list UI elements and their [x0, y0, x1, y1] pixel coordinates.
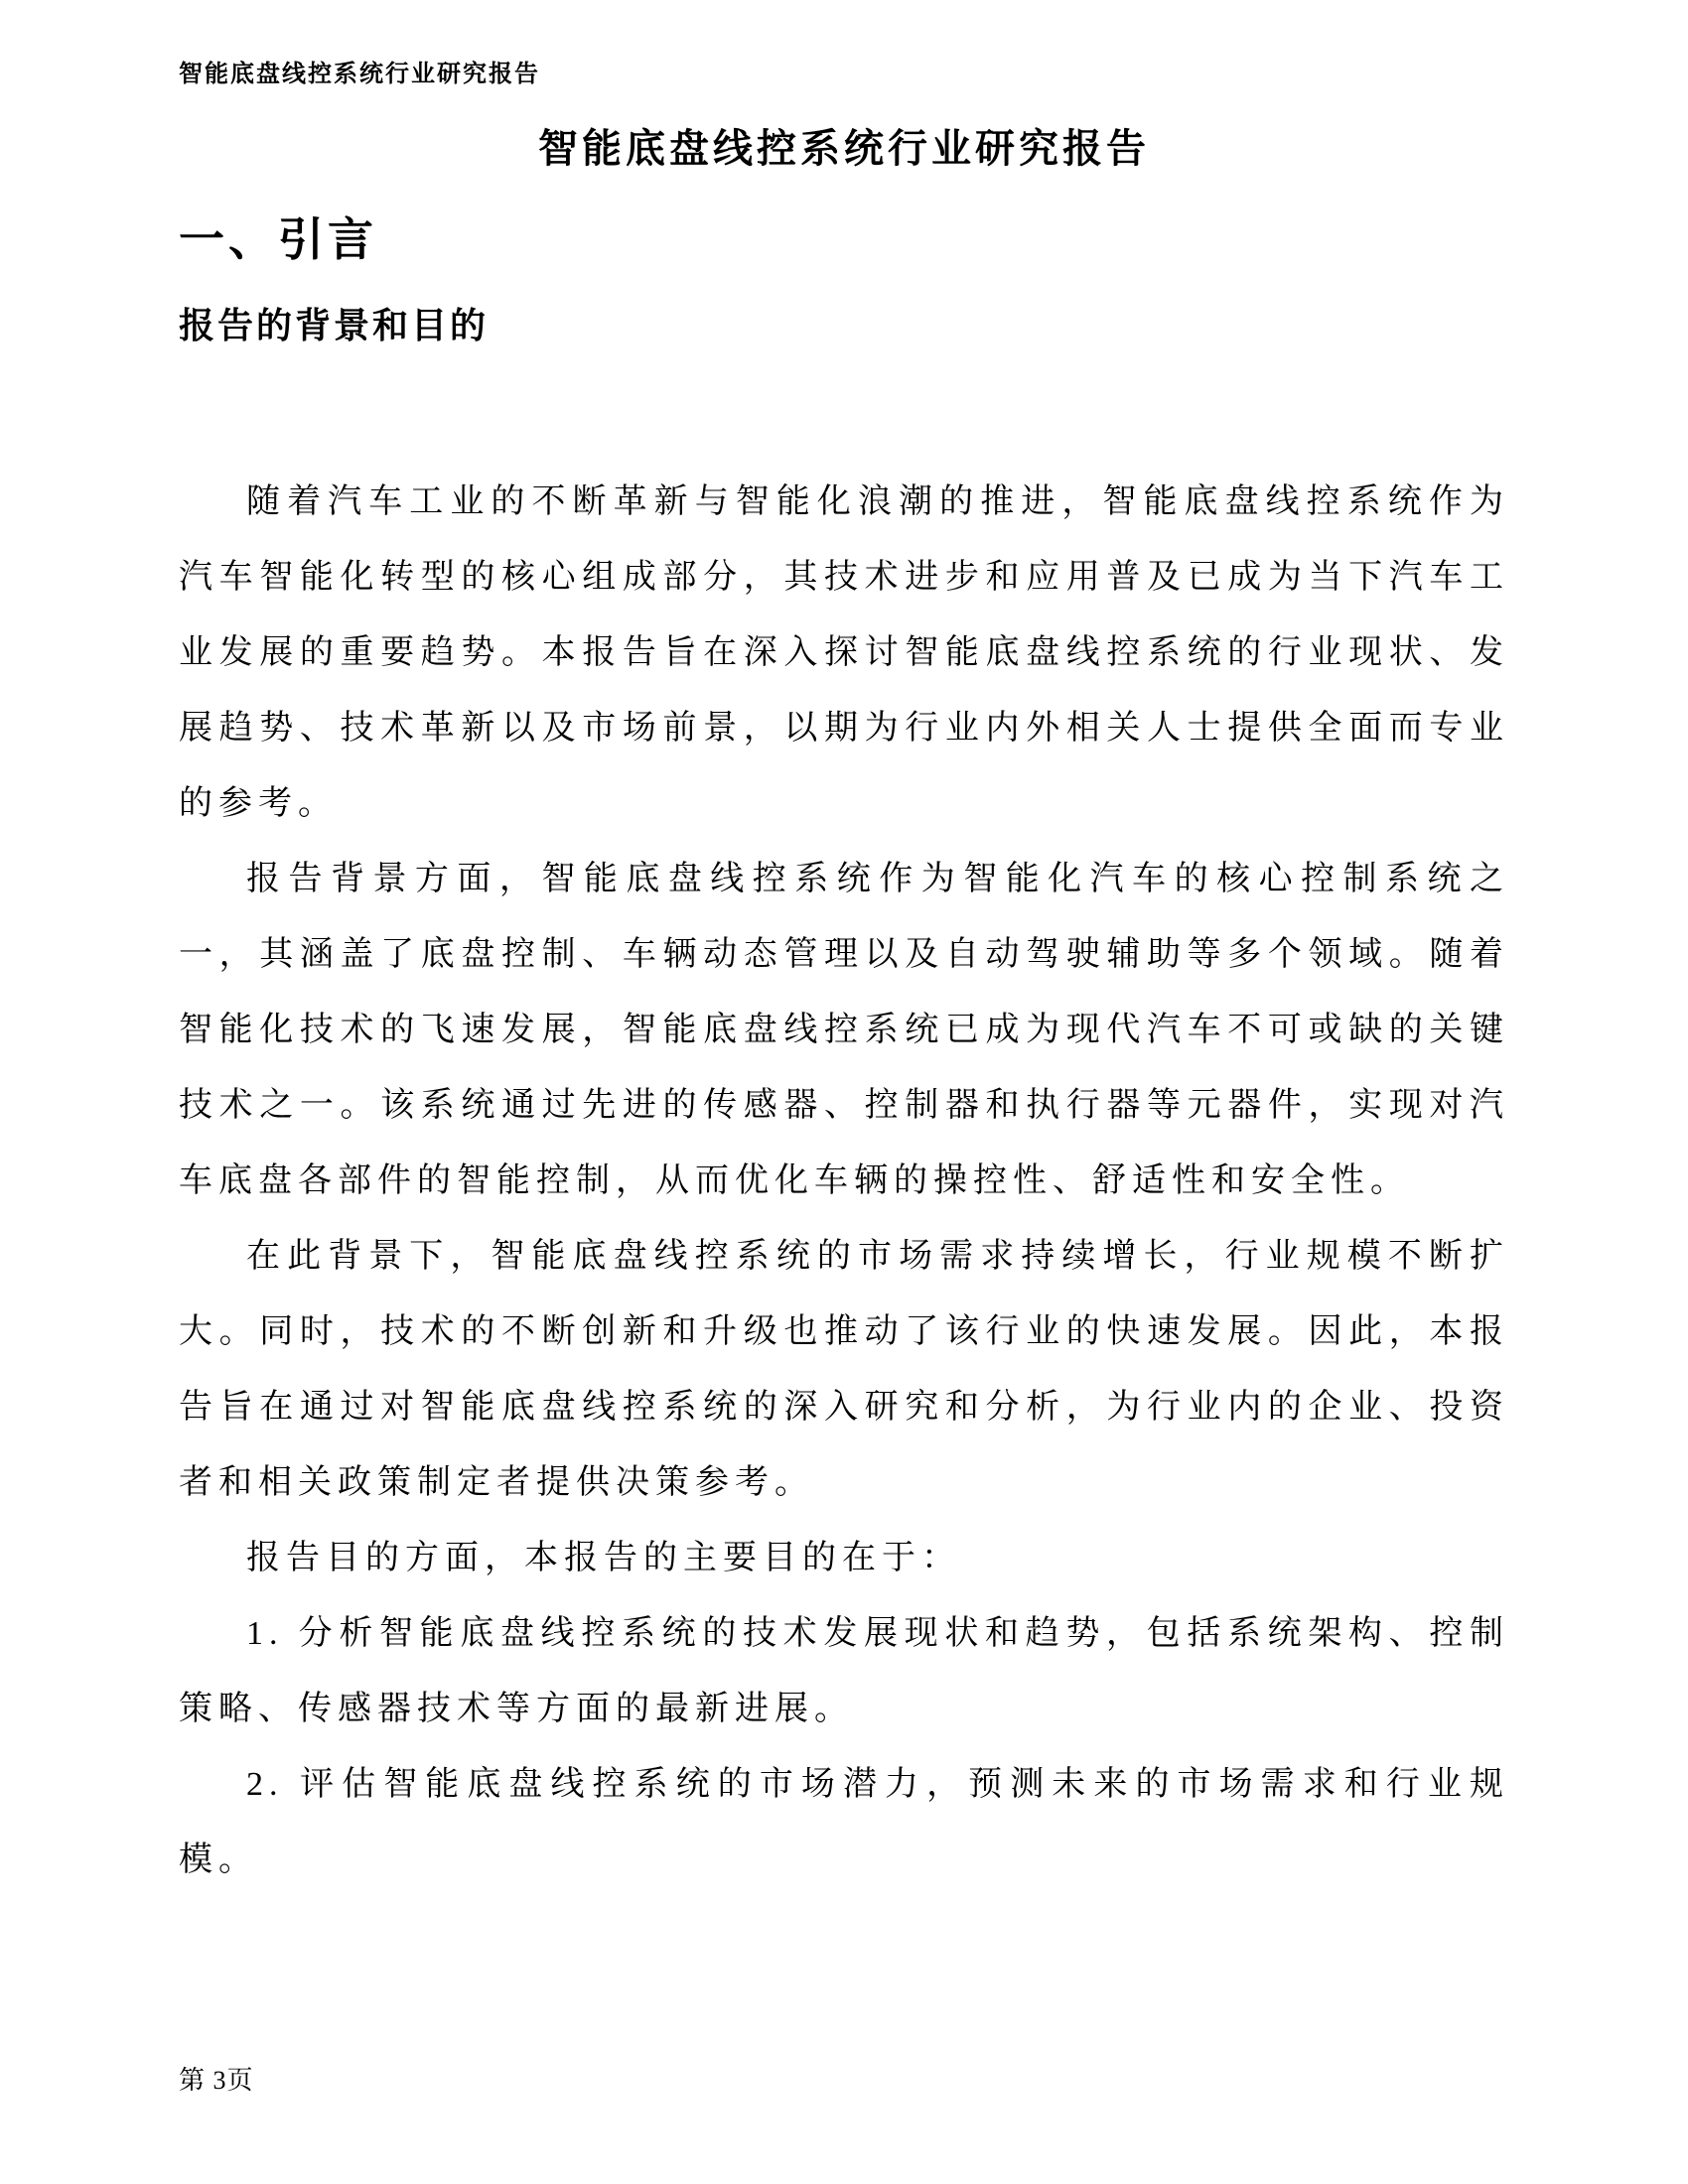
body-text-block	[179, 465, 1509, 1898]
page-footer	[179, 2060, 254, 2097]
list-item-2: 2. 评估智能底盘线控系统的市场潜力，预测未来的市场需求和行业规模。	[179, 1766, 1509, 1878]
paragraph-background-3: 在此背景下，智能底盘线控系统的市场需求持续增长，行业规模不断扩大。同时，技术的不断创新和升级也推动了该行业的快速发展。因此，本报告旨在通过对智能底盘线控系统的深入研究和分析，为行业内的企业、投资者和相关政策制定者提供决策参考。	[179, 1238, 1509, 1501]
paragraph-background-2: 报告背景方面，智能底盘线控系统作为智能化汽车的核心控制系统之一，其涵盖了底盘控制、车辆动态管理以及自动驾驶辅助等多个领域。随着智能化技术的飞速发展，智能底盘线控系统已成为现代汽车不可或缺的关键技术之一。该系统通过先进的传感器、控制器和执行器等元器件，实现对汽车底盘各部件的智能控制，从而优化车辆的操控性、舒适性和安全性。	[179, 861, 1509, 1199]
running-header: 智能底盘线控系统行业研究报告	[179, 62, 540, 87]
subsection-heading-background-purpose: 报告的背景和目的	[179, 306, 490, 345]
section-heading-introduction: 一、引言	[179, 214, 377, 265]
list-item-1: 1. 分析智能底盘线控系统的技术发展现状和趋势，包括系统架构、控制策略、传感器技术等方面的最新进展。	[179, 1615, 1509, 1727]
paragraph-background-1: 随着汽车工业的不断革新与智能化浪潮的推进，智能底盘线控系统作为汽车智能化转型的核心组成部分，其技术进步和应用普及已成为当下汽车工业发展的重要趋势。本报告旨在深入探讨智能底盘线控系统的行业现状、发展趋势、技术革新以及市场前景，以期为行业内外相关人士提供全面而专业的参考。	[179, 483, 1509, 822]
paragraph-purpose-intro: 报告目的方面，本报告的主要目的在于：	[246, 1540, 961, 1576]
page-number-label: 第 3页	[179, 2066, 254, 2095]
document-title: 智能底盘线控系统行业研究报告	[538, 126, 1150, 171]
